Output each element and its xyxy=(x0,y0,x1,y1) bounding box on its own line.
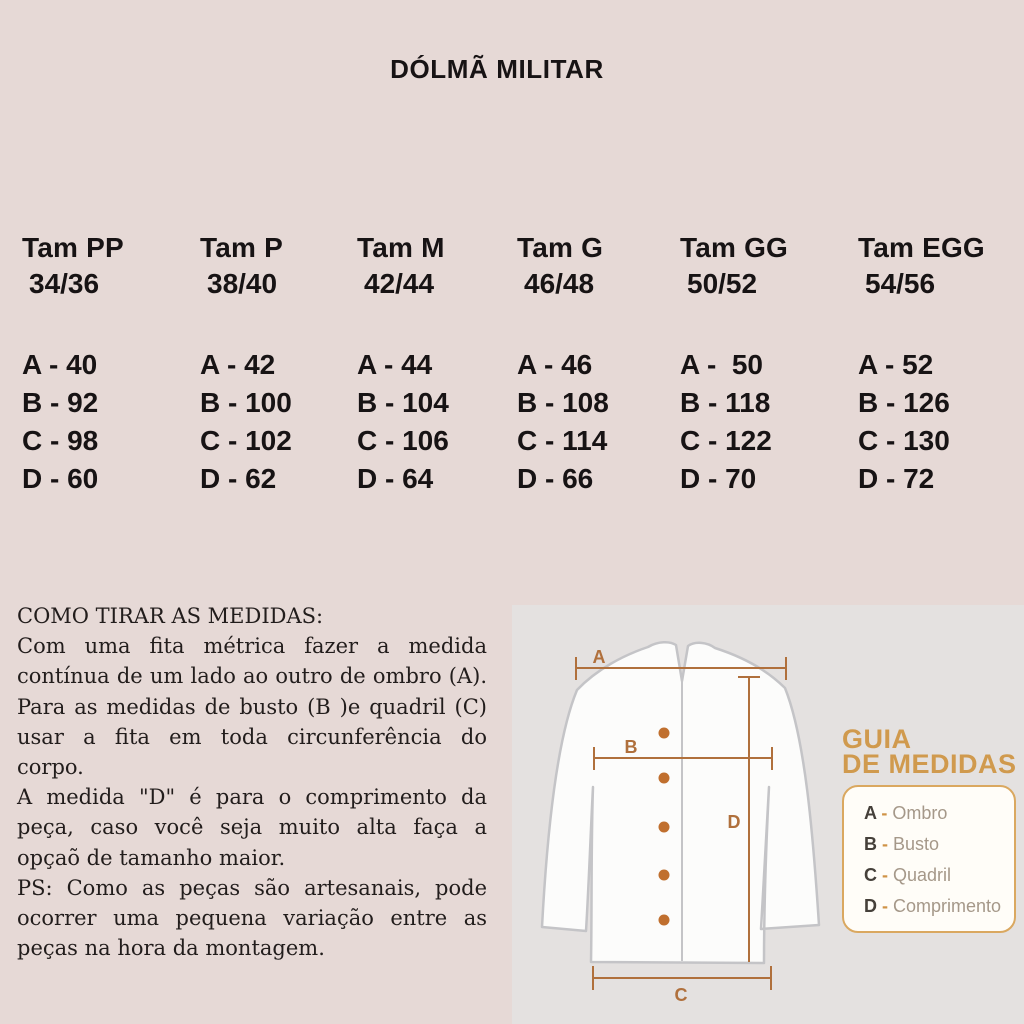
button-icon xyxy=(659,728,670,739)
size-measurements xyxy=(680,346,788,498)
size-column-1 xyxy=(22,232,124,498)
instruction-line: usar a fita em toda circunferência do xyxy=(17,724,487,749)
size-label: Tam GG xyxy=(680,232,789,263)
legend-letter: D xyxy=(864,896,877,916)
jacket-outline xyxy=(542,642,819,963)
legend-name: Comprimento xyxy=(893,896,1002,916)
legend-dash: - xyxy=(877,865,893,885)
measurement-value: C - 122 xyxy=(680,425,772,456)
instruction-line: ocorrer uma pequena variação entre as xyxy=(17,906,487,931)
legend-item-d xyxy=(864,895,1014,926)
measurement-value: B - 126 xyxy=(858,387,950,418)
guide-title-line2: DE MEDIDAS xyxy=(842,749,1017,779)
legend-name: Busto xyxy=(893,834,940,854)
legend-item-a xyxy=(864,802,1014,833)
instruction-line: A medida "D" é para o comprimento da xyxy=(17,785,487,810)
size-measurements xyxy=(22,346,124,498)
measurement-value: D - 60 xyxy=(22,463,99,494)
guide-title xyxy=(842,724,1017,779)
size-label: Tam G xyxy=(517,232,604,263)
size-column-4 xyxy=(517,232,609,498)
legend-item-c xyxy=(864,864,1014,895)
instruction-line: contínua de um lado ao outro de ombro (A). xyxy=(17,664,487,689)
measurement-value: C - 106 xyxy=(357,425,449,456)
size-measurements xyxy=(200,346,292,498)
legend-name: Ombro xyxy=(892,803,948,823)
measurement-value: D - 64 xyxy=(357,463,434,494)
measurement-value: C - 130 xyxy=(858,425,950,456)
size-column-2 xyxy=(200,232,292,498)
legend-dash: - xyxy=(877,834,893,854)
legend-dash: - xyxy=(877,896,893,916)
instruction-line: PS: Como as peças são artesanais, pode xyxy=(17,875,487,900)
size-measurements xyxy=(858,346,985,498)
measurement-value: D - 72 xyxy=(858,463,935,494)
measurement-value: A - 42 xyxy=(200,349,276,380)
legend-dash: - xyxy=(876,803,893,823)
instruction-line: Para as medidas de busto (B )e quadril (C) xyxy=(17,694,487,719)
page-title: DÓLMÃ MILITAR xyxy=(390,54,604,84)
legend-name: Quadril xyxy=(893,865,952,885)
measurement-value: D - 70 xyxy=(680,463,757,494)
legend-item-b xyxy=(864,833,1014,864)
measurement-value: A - 44 xyxy=(357,349,433,380)
measurement-guide-panel xyxy=(512,605,1024,1024)
size-measurements xyxy=(517,346,609,498)
size-label: Tam EGG xyxy=(858,232,985,263)
size-range: 42/44 xyxy=(364,268,435,299)
button-icon xyxy=(659,822,670,833)
measurement-value: B - 104 xyxy=(357,387,449,418)
measurement-value: C - 114 xyxy=(517,425,608,456)
instruction-line: peça, caso você seja muito alta faça a xyxy=(17,815,487,840)
measurement-value: B - 108 xyxy=(517,387,609,418)
label-d: D xyxy=(727,812,741,832)
jacket-diagram xyxy=(512,605,852,1024)
button-icon xyxy=(659,915,670,926)
legend-letter: C xyxy=(864,865,877,885)
measurement-value: B - 118 xyxy=(680,387,771,418)
measurement-value: B - 100 xyxy=(200,387,292,418)
size-column-6 xyxy=(858,232,985,498)
size-range: 54/56 xyxy=(865,268,936,299)
button-icon xyxy=(659,773,670,784)
label-b: B xyxy=(624,737,638,757)
instruction-line: opçaõ de tamanho maior. xyxy=(17,845,286,870)
instruction-line: Com uma fita métrica fazer a medida xyxy=(17,634,487,659)
size-range: 34/36 xyxy=(29,268,100,299)
measurement-value: A - 40 xyxy=(22,349,98,380)
measurement-value: D - 62 xyxy=(200,463,277,494)
size-column-3 xyxy=(357,232,449,498)
measurement-value: A - 46 xyxy=(517,349,593,380)
guide-title-line1: GUIA xyxy=(842,724,912,754)
label-c: C xyxy=(674,985,688,1005)
measurement-instructions xyxy=(17,601,487,963)
instruction-line: peças na hora da montagem. xyxy=(17,936,325,961)
label-a: A xyxy=(592,647,606,667)
size-label: Tam P xyxy=(200,232,283,263)
size-column-5 xyxy=(680,232,788,498)
size-range: 46/48 xyxy=(524,268,595,299)
measurement-value: D - 66 xyxy=(517,463,594,494)
instructions-heading: COMO TIRAR AS MEDIDAS: xyxy=(17,604,324,628)
legend-letter: B xyxy=(864,834,877,854)
measurement-value: B - 92 xyxy=(22,387,99,418)
measurement-value: A - 52 xyxy=(858,349,934,380)
measurement-value: A - 50 xyxy=(680,349,763,380)
legend-box xyxy=(842,785,1016,933)
measurement-value: C - 102 xyxy=(200,425,292,456)
instruction-line: corpo. xyxy=(17,755,84,780)
size-range: 38/40 xyxy=(207,268,278,299)
size-label: Tam M xyxy=(357,232,445,263)
size-table xyxy=(0,232,1024,502)
button-icon xyxy=(659,870,670,881)
size-range: 50/52 xyxy=(687,268,758,299)
measurement-value: C - 98 xyxy=(22,425,99,456)
legend-letter: A xyxy=(864,803,877,823)
size-measurements xyxy=(357,346,449,498)
size-label: Tam PP xyxy=(22,232,124,263)
